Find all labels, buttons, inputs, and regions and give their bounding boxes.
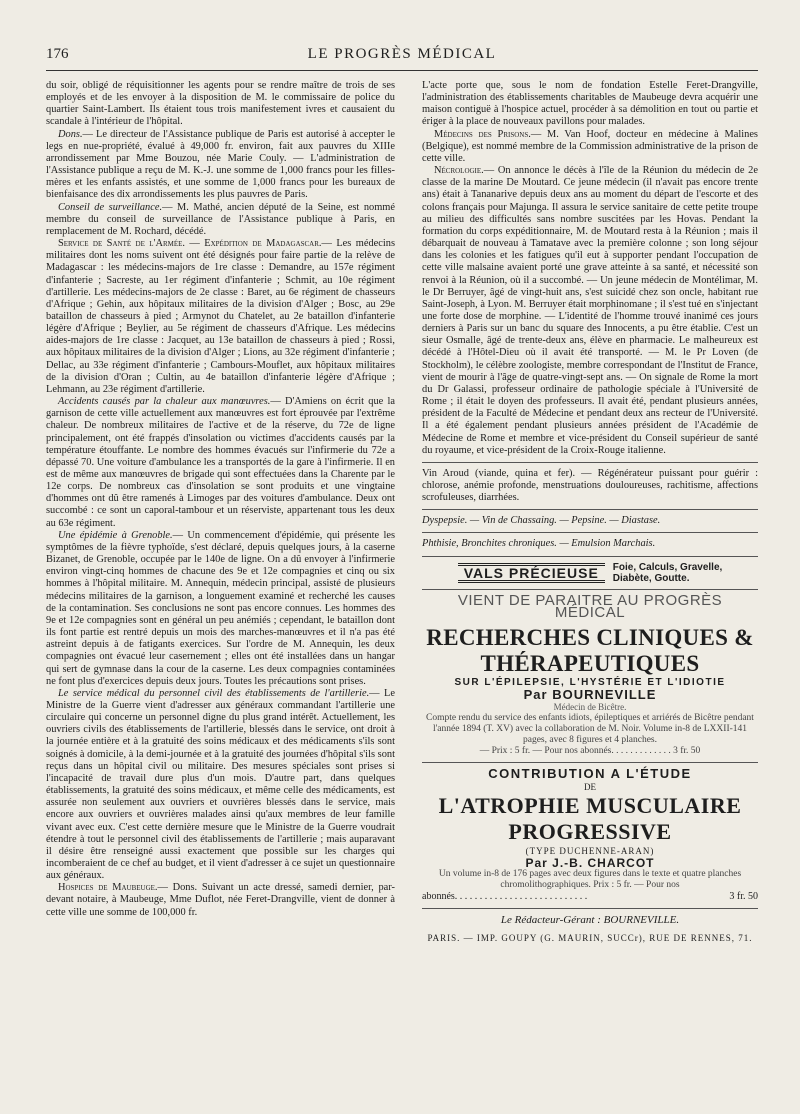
- ad-vin-aroud: Vin Aroud (viande, quina et fer). — Régénérateur puissant pour guérir : chlorose, anémie profonde, menstruations douloureuses, rachitisme, affections scrofuleuses, diarrhées.: [422, 467, 758, 504]
- divider: [422, 589, 758, 590]
- vals-line-2: Diabète, Goutte.: [612, 572, 690, 584]
- book2-de: DE: [584, 781, 596, 792]
- paragraph-service-sante: [46, 238, 395, 396]
- paragraph-grenoble: [46, 530, 395, 688]
- text: — M. Van Hoof, docteur en médecine à Malines (Belgique), est nommé membre de la Commission administrative de la prison de cette ville.: [422, 128, 758, 164]
- divider: [422, 908, 758, 909]
- lead: Accidents causés par la chaleur aux manœuvres.: [58, 396, 271, 408]
- lead: Nécrologie.: [434, 165, 484, 177]
- ad-phthisie: Phthisie, Bronchites chroniques. — Emulsion Marchais.: [422, 538, 656, 550]
- paragraph-dons: [46, 129, 395, 202]
- paragraph-artillerie: [46, 688, 395, 883]
- book1-blurb: Compte rendu du service des enfants idiots, épileptiques et arriérés de Bicêtre pendant l'année 1894 (T. XV) avec la collaboration de M. Noir. Volume in-8 de LXXII-141 pages, avec 8 figures et 4 planches.: [426, 713, 754, 746]
- book2-type: (TYPE DUCHENNE-ARAN): [525, 845, 655, 856]
- book1-subtitle: SUR L'ÉPILEPSIE, L'HYSTÉRIE ET L'IDIOTIE: [454, 676, 726, 688]
- book2-price-label: abonnés. . . . . . . . . . . . . . . . . . . . . . . . . . .: [422, 891, 588, 903]
- printer-imprint: PARIS. — IMP. GOUPY (G. MAURIN, SUCCr), RUE DE RENNES, 71.: [427, 933, 753, 944]
- book2-author: Par J.-B. CHARCOT: [525, 855, 655, 870]
- lead: Conseil de surveillance.: [58, 201, 163, 213]
- ad-vals: [422, 562, 758, 584]
- book2-price: [422, 891, 758, 903]
- divider: [422, 532, 758, 533]
- paragraph-prisons: [422, 129, 758, 165]
- book2-blurb: Un volume in-8 de 176 pages avec deux figures dans le texte et quatre planches chromolithographiques. Prix : 5 fr. — Pour nos: [438, 869, 742, 891]
- right-column: [422, 80, 758, 945]
- vals-indications: [613, 562, 723, 584]
- book2-price-value: 3 fr. 50: [729, 891, 758, 903]
- lead: Hospices de Maubeuge.: [58, 882, 158, 894]
- text: — Un commencement d'épidémie, qui présente les symptômes de la fièvre typhoïde, s'est déclaré, depuis quelques jours, à la caserne Bizanet, de Grenoble, occupée par le 140e de ligne. On a dû envoyer à l'infirmerie environ vingt-cinq hommes de chacune des 9e et 12e compagnies et cinq ou six hommes à l'hôpital militaire. M. Annequin, médecin principal, assisté de plusieurs médecins militaires de la garnison, a longuement examiné et recherché les causes de la contamination. Ses conclusions ne sont pas encore connues. Les hommes des 9e et 12e compagnies sont en général un peu anémiés ; cependant, le bataillon dont ils font partie est rentré depuis un mois des marches-manœuvres et il n'a pas été astreint depuis à de fatigants exercices. Sur l'ordre de M. Annequin, les deux compagnies ont évacué leur casernement ; elles ont été installées dans un hangar qui sert de gymnase dans la cour de la caserne. Les deux compagnies contaminées ne font plus d'exercices depuis deux jours. Toutes les précautions sont prises.: [46, 529, 395, 687]
- lead: Dons.: [58, 128, 83, 140]
- paragraph: L'acte porte que, sous le nom de fondation Estelle Feret-Drangville, l'administration des établissements charitables de Maubeuge devra acquérir une maison contiguë à l'hospice actuel, procéder à sa démolition en tout ou partie et ériger à la place de nouveaux pavillons pour malades.: [422, 80, 758, 128]
- redacteur-gerant: Le Rédacteur-Gérant : BOURNEVILLE.: [500, 914, 680, 927]
- book2-title: L'ATROPHIE MUSCULAIRE PROGRESSIVE: [438, 792, 742, 844]
- paragraph-necrologie: [422, 165, 758, 457]
- vals-title: VALS PRÉCIEUSE: [458, 563, 605, 583]
- vals-line-1: Foie, Calculs, Gravelle,: [612, 561, 723, 573]
- paragraph-accidents: [46, 396, 395, 530]
- page-number: 176: [46, 46, 69, 62]
- book1-price: — Prix : 5 fr. — Pour nos abonnés. . . . . . . . . . . . . 3 fr. 50: [479, 746, 701, 757]
- text: — M. Mathé, ancien député de la Seine, est nommé membre du conseil de surveillance de l'Assistance publique à Paris, en remplacement de M. Rochard, décédé.: [46, 201, 395, 237]
- paragraph-maubeuge: [46, 882, 395, 918]
- page-header: [46, 44, 758, 71]
- lead: Service de Santé de l'Armée. — Expédition de Madagascar.: [58, 238, 322, 250]
- paragraph-conseil: [46, 202, 395, 238]
- book1-role: Médecin de Bicêtre.: [553, 702, 627, 713]
- left-column: [46, 80, 395, 919]
- book1-title: RECHERCHES CLINIQUES & THÉRAPEUTIQUES: [426, 624, 754, 676]
- divider: [422, 509, 758, 510]
- paragraph: du soir, obligé de réquisitionner les agents pour se rendre maître de trois de ses employés et de les envoyer à la disposition de M. le commissaire de police du quartier Saint-Lambert. Ils étaient tous trois manifestement ivres et causaient du scandale à l'intérieur de l'hôpital.: [46, 80, 395, 128]
- lead: Le service médical du personnel civil des établissements de l'artillerie.: [58, 687, 370, 699]
- lead: Une épidémie à Grenoble.: [58, 529, 173, 541]
- journal-title: LE PROGRÈS MÉDICAL: [307, 46, 497, 62]
- text: — Les médecins militaires dont les noms suivent ont été désignés pour faire partie de la relève de Madagascar : les médecins-majors de 1re classe : Demandre, au 157e régiment d'infanterie ; Sacreste, au 1er régiment d'infanterie ; Schmit, au 10e régiment d'artillerie. Les médecins-majors de 2e classe : Baret, au 6e régiment de chasseurs d'Afrique ; Gehin, aux hôpitaux militaires de la division d'Alger ; Bosc, au 29e bataillon de chasseurs à pied ; Armynot du Chatelet, au 2e bataillon d'infanterie légère d'Afrique ; Beylier, au 5e régiment de chasseurs d'Afrique. Les médecins aides-majors de 1re classe : Jacquet, au 13e bataillon de chasseurs à pied ; Rossi, aux hôpitaux militaires de la division d'Alger ; Lions, au 32e régiment d'infanterie ; Dellac, au 33e régiment d'infanterie ; Cambours-Mouflet, aux hôpitaux militaires de la division d'Oran ; Cultin, au 4e bataillon d'infanterie légère d'Afrique ; Lehmann, au 23e régiment d'artillerie.: [46, 238, 396, 395]
- divider: [422, 762, 758, 763]
- text: — Le Ministre de la Guerre vient d'adresser aux généraux commandant l'artillerie une circulaire qui concerne un personnel digne du plus grand intérêt. Actuellement, les ouvriers civils des établissements de l'artillerie, blessés dans le service, ont droit à la journée entière et à la gratuité des soins médicaux et des médicaments s'ils sont soignés à domicile, à la demi-journée et à la gratuité des journées d'hôpital s'ils sont reçus dans un hôpital civil ou militaire. Des mesures spéciales sont prises si l'incapacité de travail dure plus d'un mois. D'autre part, dans quelques établissements, la gratuité des soins médicaux, et même celle des médicaments, est assurée non seulement aux ouvriers et ouvrières blessés dans le service, mais encore aux ouvriers et ouvrières malades ainsi qu'aux membres de leur famille vivant avec eux. C'est cette dernière mesure que le Ministre de la Guerre voudrait étendre à tout le personnel civil des établissements de l'artillerie ; mais auparavant il désire être renseigné aussi exactement que possible sur les charges qui incomberaient de ce chef au budget, et il vient d'adresser à ce sujet un questionnaire aux généraux.: [46, 687, 395, 882]
- divider: [422, 556, 758, 557]
- ad-dyspepsie: Dyspepsie. — Vin de Chassaing. — Pepsine. — Diastase.: [422, 515, 661, 527]
- announcement: VIENT DE PARAITRE AU PROGRÈS MÉDICAL: [457, 591, 723, 621]
- text: — D'Amiens on écrit que la garnison de cette ville actuellement aux manœuvres est fort éprouvée par l'extrême chaleur. De nombreux militaires de l'active et de la réserve, du 72e de ligne principalement, ont été frappés d'insolation ou victimes d'accidents causés par la température étouffante. Le nombre des hommes évacués sur l'infirmerie du 72e a dépassé 70. Une voiture d'ambulance les a transportés de la gare à l'infirmerie. Il en est de même aux manœuvres de brigade qui sont effectuées dans la Charente par le 12e corps. De nombreux cas d'insolation se sont produits et une vingtaine d'hommes ont dû être ramenés à Limoges par des voitures d'ambulance. Deux ont succombé : ce sont un caporal-tambour et un réserviste, appartenant tous les deux au 63e régiment.: [46, 396, 395, 529]
- text: — On annonce le décès à l'île de la Réunion du médecin de 2e classe de la marine De Moutard. Ce jeune médecin (il n'avait pas encore trente ans) était à Tananarive depuis deux ans au moment du départ de l'escorte et des colons français pour Majunga. Il assura le service sanitaire de cette petite troupe au milieu des difficultés sans nombre suscitées par les Hovas. Pendant la formation du corps expéditionnaire, M. de Moutard resta à la Réunion ; mais il débarquait de nouveau à Tamatave avec la première colonne ; son long séjour dans les colonies et les fatigues qu'il eut à supporter pendant l'occupation de cette ville malsaine avaient porté une grave atteinte à sa santé, et nécessité son renvoi à la Réunion, où il a succombé. — Un jeune médecin de Montélimar, M. le Dr Berruyer, âgé de vingt-huit ans, s'est suicidé chez son oncle, habitant rue Saint-Joseph, à Lyon. M. Berruyer était morphinomane ; il s'est tué en s'injectant une forte dose de morphine. — L'identité de l'homme trouvé inanimé ces jours derniers à Paris sur un banc du square des Innocents, a pu être établie. C'est un sieur Osmalle, âgé de trente-deux ans, élève en pharmacie. Le malheureux est décédé à l'Hôtel-Dieu où il avait été transporté. — M. le Pr Loven (de Stockholm), le célèbre zoologiste, membre correspondant de l'Institut de France, vient de mourir à l'âge de quatre-vingt-sept ans. — On signale de Rome la mort du Dr Galassi, professeur ordinaire de pathologie spéciale à l'Université de Rome ; il était le doyen des professeurs. Il avait été, pendant plusieurs années, président de la Faculté de Médecine et pendant deux ans recteur de l'Université. Il a été également pendant plusieurs années président de l'Académie de Médecine de Rome et membre et vice-président du Conseil supérieur de santé du royaume, et vice-président de la Croix-Rouge italienne.: [422, 165, 758, 456]
- text: — Dons. Suivant un acte dressé, samedi dernier, par-devant notaire, à Maubeuge, Mme Duflot, née Feret-Drangville, vient de donner à cette ville une somme de 100,000 fr.: [46, 882, 395, 918]
- book2-heading: CONTRIBUTION A L'ÉTUDE: [488, 766, 692, 782]
- text: — Le directeur de l'Assistance publique de Paris est autorisé à accepter le legs en nue-propriété, évalué à 49,000 fr. environ, fait aux pauvres du XIIIe arrondissement par Mme Bouzou, née Marie Couly. — L'administration de l'Assistance publique a reçu de M. K.-J. une somme de 1,000 francs pour les filles-mères et les enfants assistés, et une somme de 1,000 francs pour les bureaux de bienfaisance des dix arrondissements les plus pauvres de Paris.: [46, 128, 395, 201]
- lead: Médecins des Prisons.: [434, 128, 531, 140]
- divider: [422, 462, 758, 463]
- book1-author: Par BOURNEVILLE: [523, 687, 657, 703]
